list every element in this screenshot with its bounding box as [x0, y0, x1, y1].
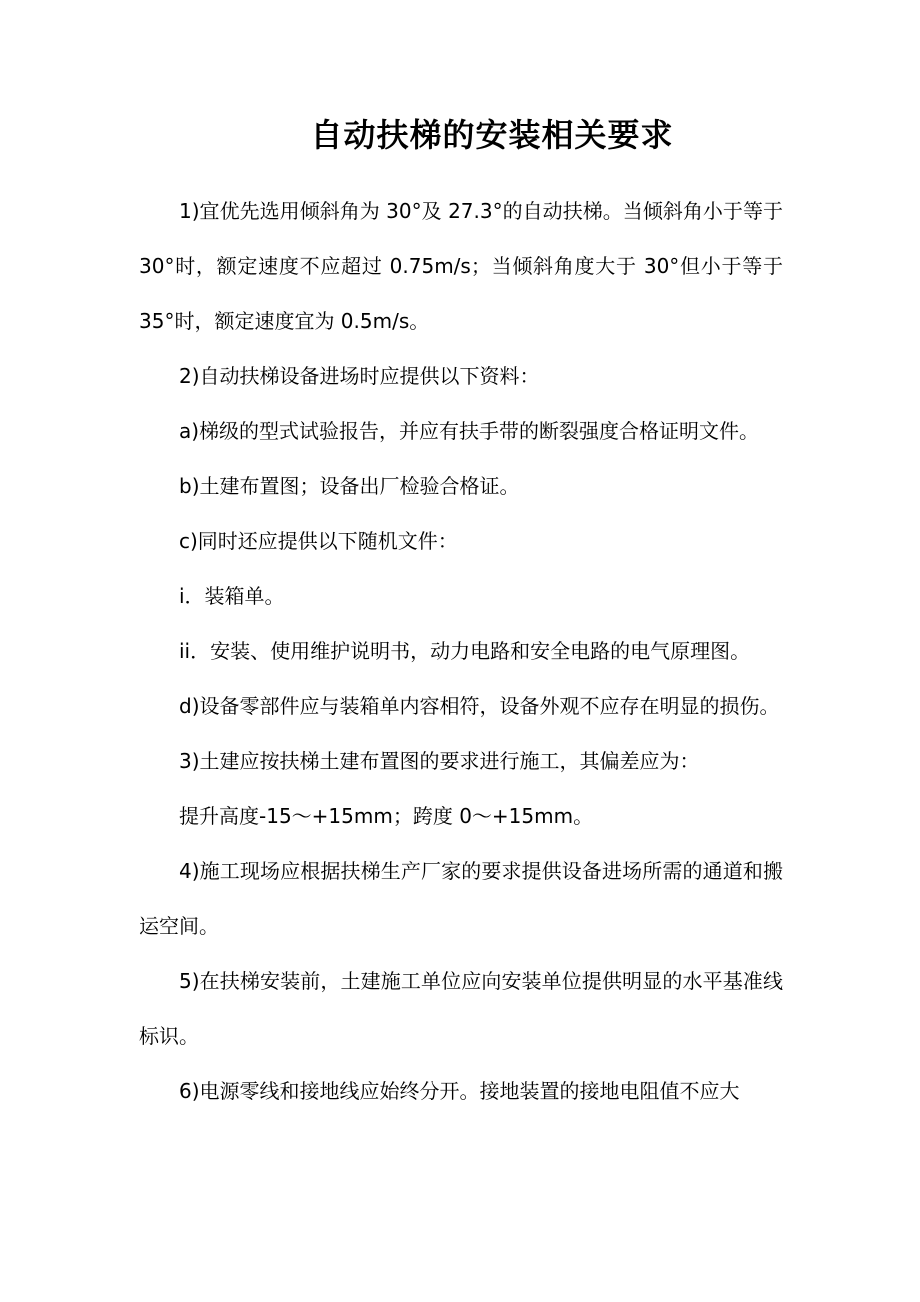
- paragraph-2c-ii: ii．安装、使用维护说明书，动力电路和安全电路的电气原理图。: [179, 639, 751, 663]
- paragraph-3-tolerance: 提升高度-15～+15mm；跨度 0～+15mm。: [179, 804, 594, 828]
- document-body: [139, 184, 783, 1119]
- paragraph-6: 6)电源零线和接地线应始终分开。接地装置的接地电阻值不应大: [179, 1079, 740, 1103]
- paragraph-2b: b)土建布置图；设备出厂检验合格证。: [179, 474, 520, 498]
- paragraph-2d: d)设备零部件应与装箱单内容相符，设备外观不应存在明显的损伤。: [179, 694, 780, 718]
- paragraph-4: 4)施工现场应根据扶梯生产厂家的要求提供设备进场所需的通道和搬运空间。: [139, 859, 783, 938]
- paragraph-2: 2)自动扶梯设备进场时应提供以下资料：: [179, 364, 540, 388]
- paragraph-5: 5)在扶梯安装前，土建施工单位应向安装单位提供明显的水平基准线标识。: [139, 969, 783, 1048]
- document-title: 自动扶梯的安装相关要求: [310, 116, 674, 154]
- paragraph-2c: c)同时还应提供以下随机文件：: [179, 529, 458, 553]
- paragraph-2c-i: i．装箱单。: [179, 584, 285, 608]
- paragraph-3: 3)土建应按扶梯土建布置图的要求进行施工，其偏差应为：: [179, 749, 700, 773]
- paragraph-1: 1)宜优先选用倾斜角为 30°及 27.3°的自动扶梯。当倾斜角小于等于 30°时，额定速度不应超过 0.75m/s；当倾斜角度大于 30°但小于等于 35°时，额定速度宜为 0.5m/s。: [139, 199, 783, 333]
- paragraph-2a: a)梯级的型式试验报告，并应有扶手带的断裂强度合格证明文件。: [179, 419, 760, 443]
